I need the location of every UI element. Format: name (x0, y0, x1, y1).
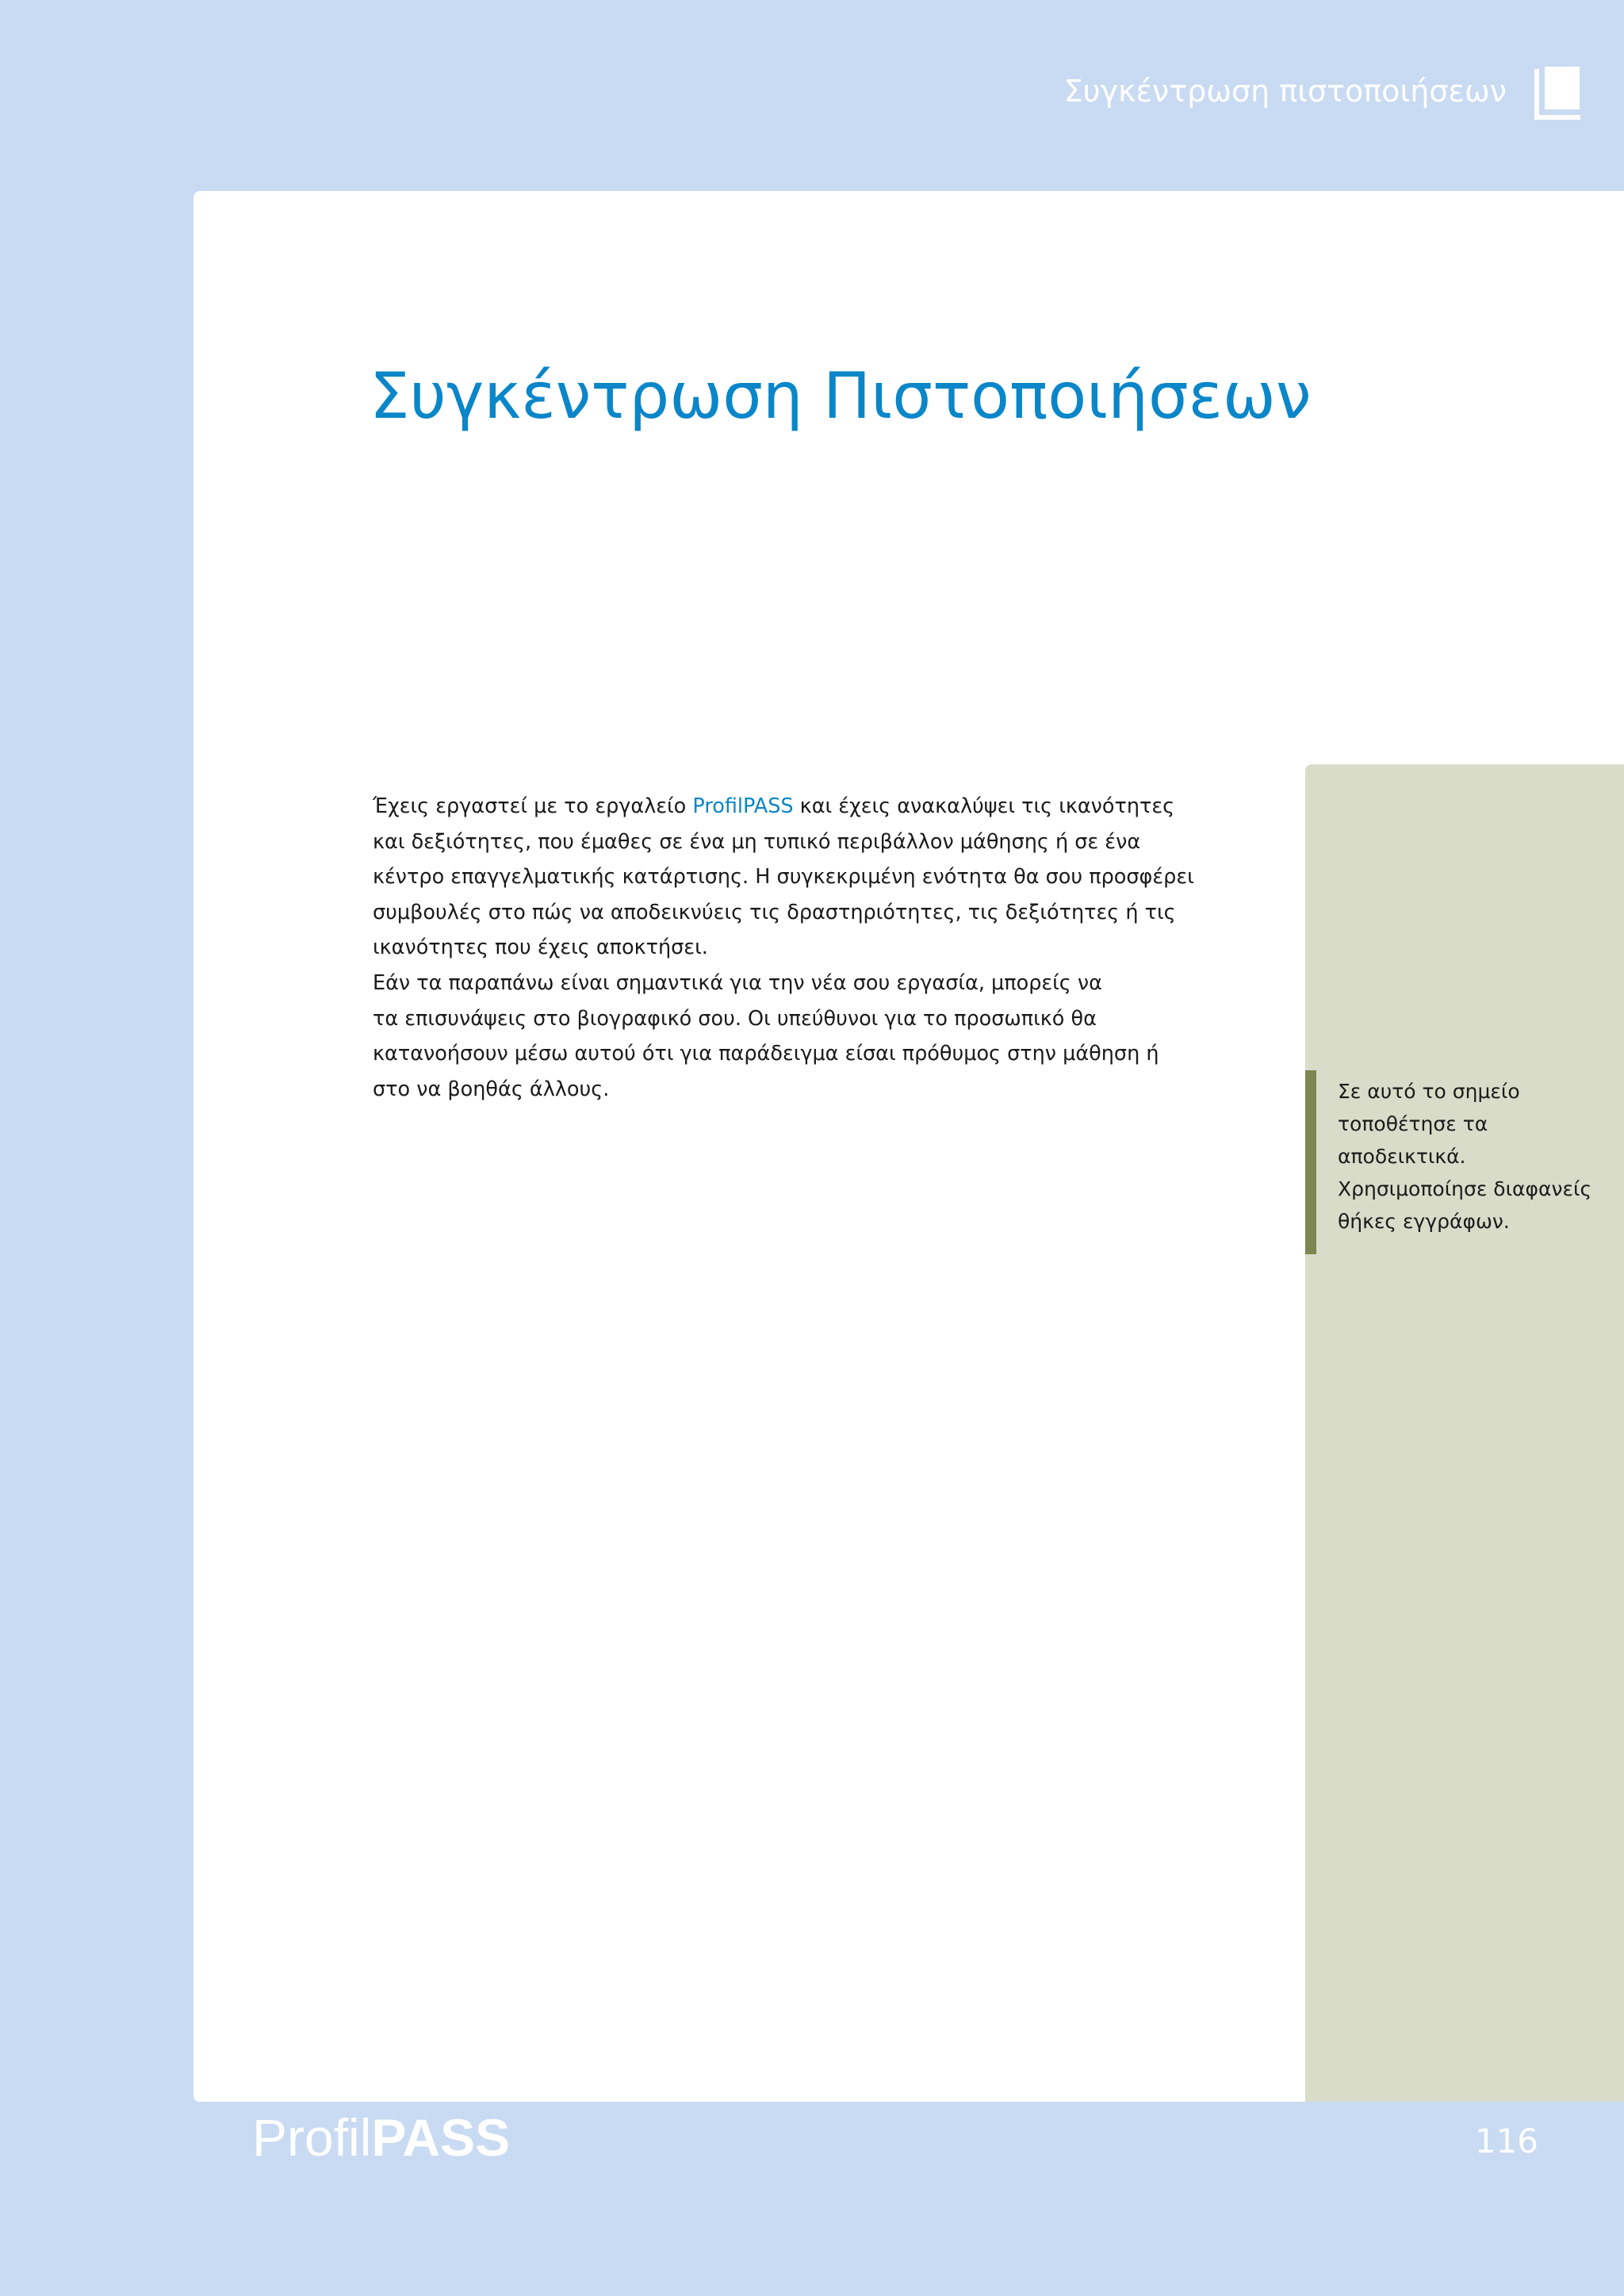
body-line-1 (373, 789, 1175, 825)
sidebar-panel (1305, 764, 1624, 2102)
sidebar-note-line-2: τοποθέτησε τα (1338, 1112, 1488, 1135)
book-icon-graphic (1534, 67, 1581, 121)
book-icon (1534, 67, 1581, 121)
body-line-7: τα επισυνάψεις στο βιογραφικό σου. Οι υπεύθυνοι για το προσωπικό θα (373, 1006, 1097, 1031)
body-line-5: ικανότητες που έχεις αποκτήσει. (373, 936, 708, 960)
profilpass-inline-brand: ProfilPASS (692, 794, 794, 818)
sidebar-accent-bar (1305, 1070, 1316, 1254)
logo-bold-part: PASS (371, 2108, 511, 2167)
page-number: 116 (1474, 2122, 1538, 2160)
sidebar-note (1338, 1075, 1607, 1238)
body-line-1-start: Έχεις εργαστεί με το εργαλείο (373, 794, 693, 818)
body-line-2: και δεξιότητες, που έμαθες σε ένα μη τυπικό περιβάλλον μάθησης ή σε ένα (373, 829, 1141, 854)
body-line-9: στο να βοηθάς άλλους. (373, 1077, 610, 1101)
sidebar-note-line-1: Σε αυτό το σημείο (1338, 1080, 1520, 1103)
sidebar-note-line-5: θήκες εγγράφων. (1338, 1210, 1510, 1233)
body-line-3: κέντρο επαγγελματικής κατάρτισης. Η συγκεκριμένη ενότητα θα σου προσφέρει (373, 865, 1194, 890)
body-line-4: συμβουλές στο πώς να αποδεικνύεις τις δραστηριότητες, τις δεξιότητες ή τις (373, 900, 1176, 924)
sidebar-note-line-4: Χρησιμοποίησε διαφανείς (1338, 1177, 1592, 1200)
body-line-6: Εάν τα παραπάνω είναι σημαντικά για την νέα σου εργασία, μπορείς να (373, 970, 1102, 995)
sidebar-note-line-3: αποδεικτικά. (1338, 1145, 1466, 1168)
body-paragraph (373, 789, 1194, 1107)
section-header-title: Συγκέντρωση πιστοποιήσεων (1063, 74, 1507, 109)
profilpass-logo (252, 2110, 510, 2165)
body-line-1-end: και έχεις ανακαλύψει τις ικανότητες (793, 794, 1175, 818)
logo-light-part: Profil (252, 2108, 372, 2167)
page-title: Συγκέντρωση Πιστοποιήσεων (370, 359, 1312, 433)
body-line-8: κατανοήσουν μέσω αυτού ότι για παράδειγμα είσαι πρόθυμος στην μάθηση ή (373, 1042, 1159, 1066)
